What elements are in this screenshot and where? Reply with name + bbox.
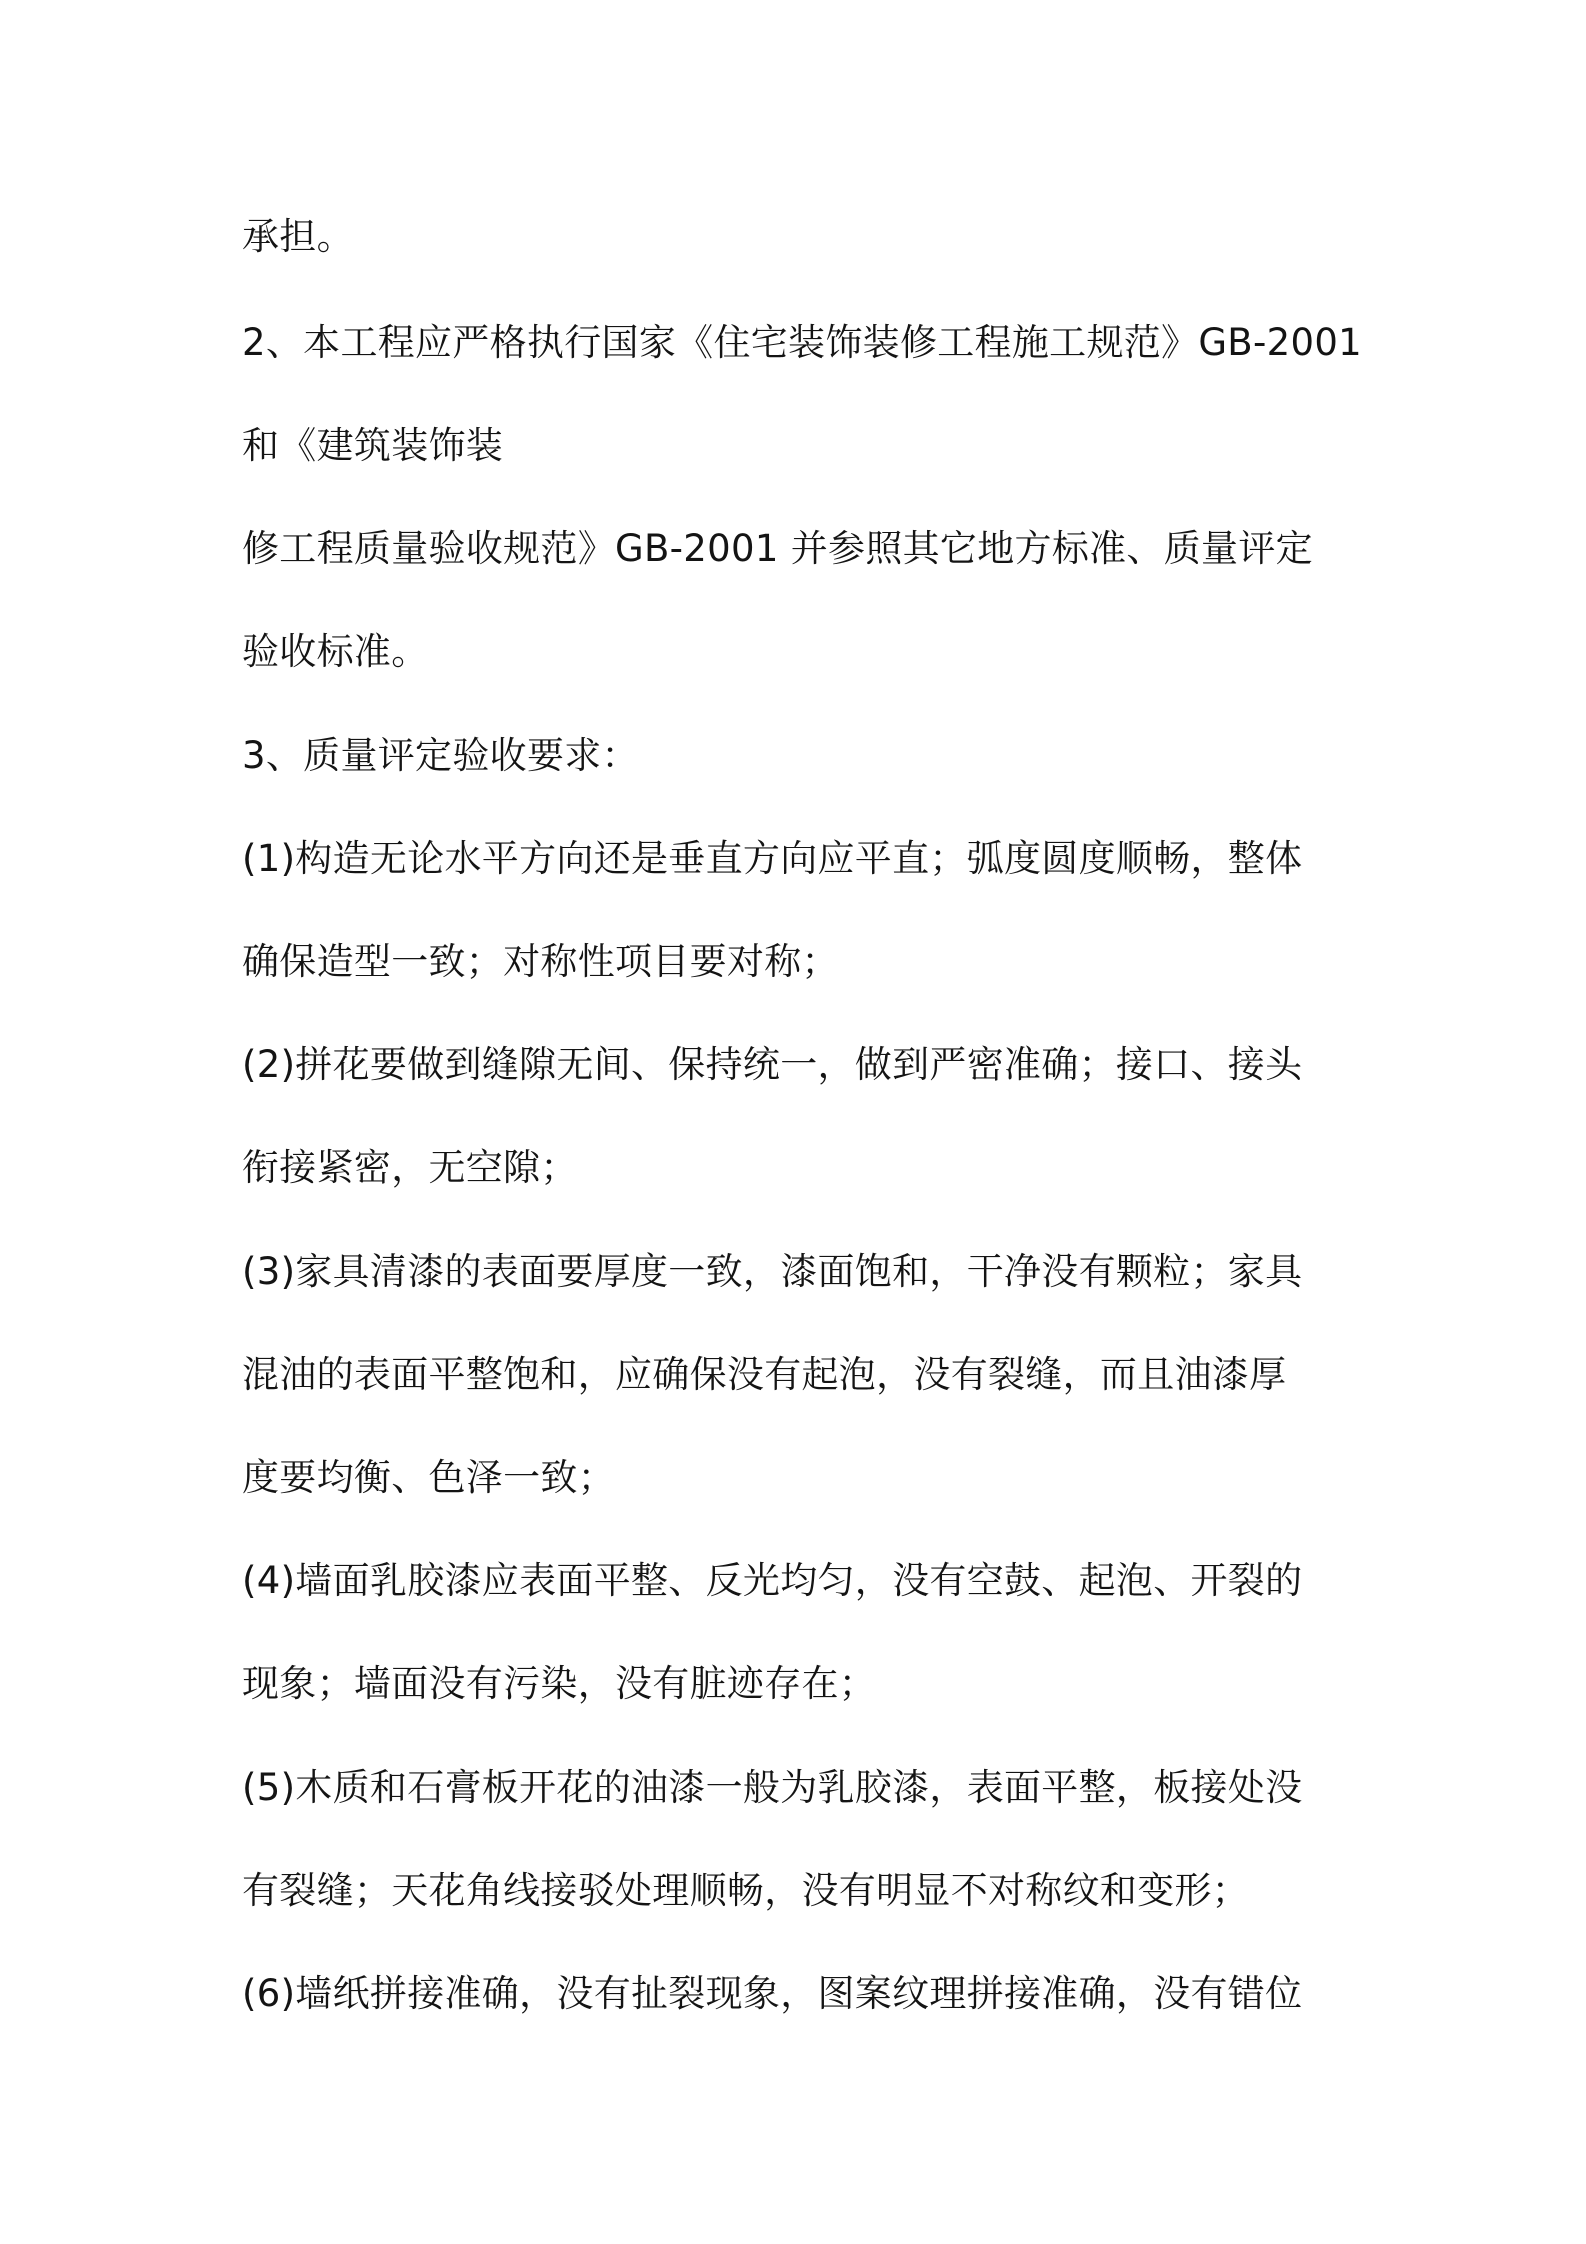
text-line-14: (4)墙面乳胶漆应表面平整、反光均匀，没有空鼓、起泡、开裂的 (242, 1559, 1303, 1602)
text-line-3: 和《建筑装饰装 (242, 424, 504, 467)
text-line-18: (6)墙纸拼接准确，没有扯裂现象，图案纹理拼接准确，没有错位 (242, 1972, 1303, 2015)
text-line-11: (3)家具清漆的表面要厚度一致，漆面饱和，干净没有颗粒；家具 (242, 1250, 1303, 1293)
text-line-15: 现象；墙面没有污染，没有脏迹存在； (242, 1662, 877, 1705)
text-line-8: 确保造型一致；对称性项目要对称； (242, 940, 839, 983)
text-line-17: 有裂缝；天花角线接驳处理顺畅，没有明显不对称纹和变形； (242, 1869, 1250, 1912)
text-line-13: 度要均衡、色泽一致； (242, 1456, 615, 1499)
text-line-16: (5)木质和石膏板开花的油漆一般为乳胶漆，表面平整，板接处没 (242, 1766, 1303, 1809)
section-heading: 3、质量评定验收要求： (242, 734, 639, 777)
text-line-1: 承担。 (242, 215, 354, 258)
text-line-2: 2、本工程应严格执行国家《住宅装饰装修工程施工规范》GB-2001 (242, 321, 1363, 364)
text-line-4: 修工程质量验收规范》GB-2001 并参照其它地方标准、质量评定 (242, 527, 1313, 570)
text-line-5: 验收标准。 (242, 630, 429, 673)
text-line-7: (1)构造无论水平方向还是垂直方向应平直；弧度圆度顺畅，整体 (242, 837, 1303, 880)
text-line-9: (2)拼花要做到缝隙无间、保持统一，做到严密准确；接口、接头 (242, 1043, 1303, 1086)
text-line-10: 衔接紧密，无空隙； (242, 1146, 578, 1189)
text-line-12: 混油的表面平整饱和，应确保没有起泡，没有裂缝，而且油漆厚 (242, 1353, 1287, 1396)
